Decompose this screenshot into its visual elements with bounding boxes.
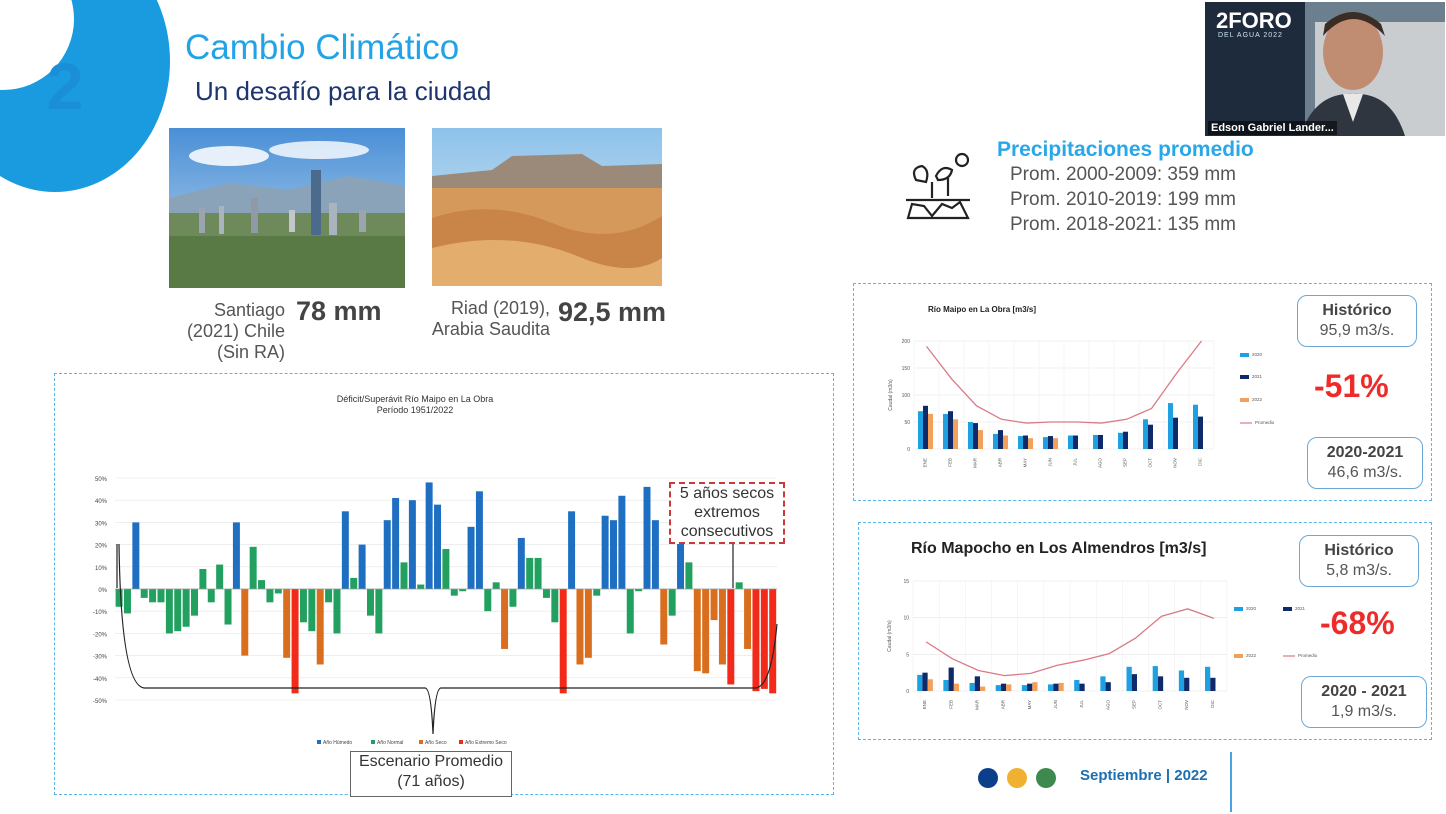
legend-label: 2022 [1246, 653, 1257, 658]
deficit-bar [342, 511, 349, 589]
y-tick-label: 40% [94, 499, 107, 506]
flow-bar [1158, 676, 1163, 691]
chart-subtitle: Período 1951/2022 [376, 405, 454, 415]
x-tick-label: ENE [922, 700, 928, 710]
riad-caption-line: Riad (2019), [450, 298, 550, 318]
deficit-bar [509, 589, 516, 607]
x-tick-label: MAR [974, 700, 980, 710]
flow-bar [968, 422, 973, 449]
santiago-value: 78 mm [296, 296, 382, 326]
y-tick-label: 150 [901, 366, 910, 372]
mapocho-change: -68% [1320, 605, 1395, 641]
callout-line: 5 años secos [679, 485, 775, 502]
slide-title: Cambio Climático [185, 28, 460, 67]
mapocho-historico-value: 5,8 m3/s. [1326, 562, 1392, 579]
legend-swatch [1234, 654, 1243, 658]
deficit-bar [191, 589, 198, 616]
deficit-bar [216, 565, 223, 589]
flow-bar [1001, 684, 1006, 691]
maipo-recent-label: 2020-2021 [1326, 444, 1404, 461]
deficit-bar [350, 578, 357, 589]
legend-label: Promedio [1255, 420, 1275, 425]
riad-value: 92,5 mm [558, 297, 667, 327]
deficit-bar [241, 589, 248, 656]
deficit-bar [560, 589, 567, 693]
deficit-bar [275, 589, 282, 593]
deficit-bar [627, 589, 634, 633]
deficit-bar [744, 589, 751, 649]
flow-bar [1068, 436, 1073, 450]
flow-bar [1143, 419, 1148, 449]
legend-label: Año Húmedo [323, 740, 353, 746]
maipo-recent-value: 46,6 m3/s. [1327, 464, 1403, 481]
deficit-bar [694, 589, 701, 671]
legend-swatch [371, 740, 375, 744]
deficit-bar [434, 505, 441, 589]
x-tick-label: ABR [997, 458, 1003, 468]
deficit-bar [618, 496, 625, 589]
deficit-bar [711, 589, 718, 620]
flow-bar [1100, 676, 1105, 691]
deficit-bar [174, 589, 181, 631]
deficit-bar [501, 589, 508, 649]
legend-swatch [1240, 398, 1249, 402]
santiago-caption-line: Santiago [213, 300, 285, 320]
flow-bar [1022, 685, 1027, 691]
slide-number: 2 [46, 49, 84, 123]
deficit-bar [761, 589, 768, 689]
participant-name: Edson Gabriel Lander... [1208, 121, 1337, 135]
flow-bar [1003, 436, 1008, 450]
deficit-bar [124, 589, 131, 613]
x-tick-label: OCT [1147, 458, 1153, 468]
mapocho-recent-box [1301, 676, 1427, 728]
scenario-line: (71 años) [397, 773, 465, 790]
deficit-bar [166, 589, 173, 633]
flow-bar [1058, 683, 1063, 691]
deficit-bar [585, 589, 592, 658]
deficit-bar [375, 589, 382, 633]
maipo-chart [854, 284, 1294, 500]
flow-bar [1205, 667, 1210, 691]
chart-title: Río Mapocho en Los Almendros [m3/s] [911, 540, 1207, 557]
flow-bar [1018, 436, 1023, 449]
y-tick-label: 10 [903, 615, 909, 622]
deficit-bar [417, 585, 424, 589]
legend-label: Año Normal [377, 740, 404, 746]
santiago-caption [170, 300, 285, 363]
flow-bar [1043, 437, 1048, 449]
deficit-bar [325, 589, 332, 602]
deficit-bar [518, 538, 525, 589]
deficit-bar [292, 589, 299, 693]
footer-divider [1230, 752, 1232, 812]
x-tick-label: NOV [1183, 700, 1189, 710]
x-tick-label: JUN [1052, 700, 1058, 709]
deficit-bar [266, 589, 273, 602]
deficit-bar [225, 589, 232, 625]
precip-line: Prom. 2018-2021: 135 mm [1010, 214, 1237, 235]
deficit-bar [660, 589, 667, 645]
x-tick-label: JUL [1079, 700, 1085, 709]
flow-bar [1098, 435, 1103, 449]
deficit-bar [468, 527, 475, 589]
deficit-bar [250, 547, 257, 589]
y-tick-label: -20% [92, 632, 107, 639]
y-tick-label: 15 [903, 579, 909, 585]
flow-bar [1198, 417, 1203, 449]
x-tick-label: NOV [1172, 458, 1178, 468]
deficit-bar [685, 562, 692, 589]
x-tick-label: SEP [1122, 458, 1128, 468]
mapocho-chart [859, 523, 1318, 739]
flow-bar [1053, 438, 1058, 449]
deficit-bar [208, 589, 215, 602]
legend-label: 2021 [1295, 606, 1306, 611]
x-tick-label: JUL [1072, 458, 1078, 467]
deficit-bar [551, 589, 558, 622]
precip-title: Precipitaciones promedio [997, 138, 1254, 161]
deficit-bar [702, 589, 709, 673]
scenario-line: Escenario Promedio [358, 753, 504, 770]
deficit-bar [199, 569, 206, 589]
flow-bar [1153, 666, 1158, 691]
flow-bar [1173, 418, 1178, 449]
y-axis-label: Caudal (m3/s) [887, 620, 893, 652]
flow-bar [1132, 674, 1137, 691]
legend-label: Año Seco [425, 740, 447, 746]
x-tick-label: ENE [922, 458, 928, 468]
x-tick-label: JUN [1047, 458, 1053, 467]
x-tick-label: MAY [1026, 700, 1032, 710]
callout-dry-years [669, 482, 785, 544]
santiago-caption-line: (2021) Chile [186, 321, 285, 341]
y-tick-label: -30% [92, 654, 107, 661]
deficit-bar [526, 558, 533, 589]
deficit-bar [442, 549, 449, 589]
santiago-photo [169, 128, 405, 288]
precip-line: Prom. 2010-2019: 199 mm [1010, 189, 1237, 210]
flow-bar [1148, 425, 1153, 449]
flow-bar [1184, 678, 1189, 691]
deficit-panel [54, 373, 834, 795]
flow-bar [928, 414, 933, 449]
legend-swatch [459, 740, 463, 744]
deficit-bar [384, 520, 391, 589]
deficit-bar [484, 589, 491, 611]
legend-label: Año Extremo Seco [465, 740, 507, 746]
flow-bar [1093, 435, 1098, 449]
y-tick-label: 5 [906, 652, 909, 659]
flow-bar [1023, 436, 1028, 450]
flow-bar [948, 411, 953, 449]
deficit-bar [359, 545, 366, 589]
x-tick-label: FEB [948, 700, 954, 709]
x-tick-label: MAY [1022, 458, 1028, 468]
flow-bar [918, 411, 923, 449]
legend-swatch [419, 740, 423, 744]
flow-bar [917, 675, 922, 691]
deficit-bar [576, 589, 583, 664]
flow-bar [1179, 670, 1184, 691]
deficit-bar [157, 589, 164, 602]
flow-bar [1210, 678, 1215, 691]
x-tick-label: AGO [1097, 458, 1103, 469]
legend-label: 2020 [1252, 352, 1263, 357]
y-tick-label: 50% [94, 477, 107, 483]
deficit-bar [409, 500, 416, 589]
x-tick-label: SEP [1131, 700, 1137, 710]
flow-bar [1032, 682, 1037, 691]
x-tick-label: OCT [1157, 700, 1163, 710]
riad-caption [410, 298, 550, 340]
y-tick-label: 30% [94, 521, 107, 528]
legend-label: 2020 [1246, 606, 1257, 611]
maipo-change: -51% [1314, 368, 1389, 404]
flow-bar [1006, 684, 1011, 691]
footer-dot-green [1036, 768, 1056, 788]
flow-bar [1123, 432, 1128, 449]
y-tick-label: 200 [901, 339, 910, 345]
flow-bar [970, 683, 975, 691]
maipo-historico-value: 95,9 m3/s. [1319, 322, 1395, 339]
mapocho-historico-box [1299, 535, 1419, 587]
deficit-bar [610, 520, 617, 589]
deficit-bar [535, 558, 542, 589]
deficit-bar [258, 580, 265, 589]
deficit-bar [367, 589, 374, 616]
deficit-bar [426, 482, 433, 589]
y-tick-label: -50% [92, 699, 107, 705]
flow-bar [954, 684, 959, 691]
maipo-recent-box [1307, 437, 1423, 489]
flow-bar [1106, 682, 1111, 691]
slide-subtitle: Un desafío para la ciudad [195, 76, 492, 106]
y-tick-label: -10% [92, 610, 107, 617]
deficit-bar [317, 589, 324, 664]
y-tick-label: 50 [904, 420, 910, 426]
x-tick-label: ABR [1000, 700, 1006, 710]
deficit-bar [149, 589, 156, 602]
deficit-bar [602, 516, 609, 589]
flow-bar [1168, 403, 1173, 449]
deficit-bar [493, 582, 500, 589]
y-tick-label: 0 [906, 689, 909, 695]
scenario-box [350, 751, 512, 797]
riad-photo [432, 128, 662, 286]
deficit-bar [669, 589, 676, 616]
y-tick-label: 20% [94, 543, 107, 550]
footer-dot-yellow [1007, 768, 1027, 788]
deficit-bar [752, 589, 759, 691]
deficit-bar [233, 522, 240, 589]
flow-bar [1118, 433, 1123, 449]
flow-bar [1027, 684, 1032, 691]
y-tick-label: 0 [907, 447, 910, 453]
x-tick-label: DIC [1197, 458, 1203, 466]
santiago-caption-line: (Sin RA) [216, 342, 285, 362]
flow-bar [998, 430, 1003, 449]
flow-bar [928, 679, 933, 691]
foro-logo: 2FORO [1216, 8, 1292, 33]
flow-bar [922, 673, 927, 691]
flow-bar [980, 687, 985, 691]
plant-drought-icon [902, 150, 974, 227]
legend-swatch [1240, 353, 1249, 357]
deficit-bar [719, 589, 726, 664]
flow-bar [993, 434, 998, 449]
legend-swatch [1240, 375, 1249, 379]
flow-bar [1074, 680, 1079, 691]
flow-bar [953, 419, 958, 449]
callout-line: extremos [694, 504, 760, 521]
x-tick-label: MAR [972, 458, 978, 468]
foro-logo-sub: DEL AGUA 2022 [1218, 32, 1283, 39]
x-tick-label: FEB [947, 458, 953, 467]
footer-date: Septiembre | 2022 [1080, 767, 1208, 784]
flow-bar [975, 676, 980, 691]
deficit-bar [568, 511, 575, 589]
flow-bar [1079, 684, 1084, 691]
chart-title: Déficit/Superávit Río Maipo en La Obra [336, 394, 494, 404]
deficit-bar [308, 589, 315, 631]
chart-title: Río Maipo en La Obra [m3/s] [928, 305, 1037, 314]
deficit-bar [141, 589, 148, 598]
maipo-historico-box [1297, 295, 1417, 347]
flow-bar [949, 668, 954, 691]
y-tick-label: 0% [98, 588, 107, 594]
legend-label: 2021 [1252, 374, 1263, 379]
mapocho-recent-label: 2020 - 2021 [1321, 683, 1407, 700]
y-tick-label: 100 [901, 393, 910, 399]
mapocho-recent-value: 1,9 m3/s. [1331, 703, 1397, 720]
deficit-bar [593, 589, 600, 596]
flow-bar [923, 406, 928, 449]
deficit-bar [644, 487, 651, 589]
deficit-bar [543, 589, 550, 598]
legend-swatch [1283, 607, 1292, 611]
legend-label: Promedio [1298, 653, 1318, 658]
riad-caption-line: Arabia Saudita [431, 319, 550, 339]
callout-line: consecutivos [680, 523, 774, 540]
deficit-bar [736, 582, 743, 589]
y-axis-label: Caudal (m3/s) [888, 379, 894, 411]
flow-bar [1028, 438, 1033, 449]
flow-bar [1048, 436, 1053, 449]
deficit-bar [132, 522, 139, 589]
deficit-chart [55, 374, 833, 794]
deficit-bar [476, 491, 483, 589]
flow-bar [943, 680, 948, 691]
flow-bar [1127, 667, 1132, 691]
x-tick-label: DIC [1209, 700, 1215, 708]
deficit-bar [183, 589, 190, 627]
flow-bar [1048, 684, 1053, 691]
legend-swatch [1234, 607, 1243, 611]
footer-dot-navy [978, 768, 998, 788]
deficit-bar [401, 562, 408, 589]
deficit-bar [300, 589, 307, 622]
flow-bar [1073, 436, 1078, 450]
deficit-bar [451, 589, 458, 596]
deficit-bar [283, 589, 290, 658]
y-tick-label: -40% [92, 676, 107, 683]
flow-bar [943, 414, 948, 449]
x-tick-label: AGO [1105, 700, 1111, 711]
legend-label: 2022 [1252, 397, 1263, 402]
deficit-bar [727, 589, 734, 684]
maipo-historico-label: Histórico [1322, 302, 1392, 319]
deficit-bar [333, 589, 340, 633]
flow-bar [978, 430, 983, 449]
flow-bar [996, 685, 1001, 691]
mapocho-historico-label: Histórico [1324, 542, 1394, 559]
legend-swatch [317, 740, 321, 744]
deficit-bar [652, 520, 659, 589]
y-tick-label: 10% [94, 565, 107, 572]
deficit-bar [392, 498, 399, 589]
precip-line: Prom. 2000-2009: 359 mm [1010, 164, 1237, 185]
flow-bar [973, 423, 978, 449]
flow-bar [1193, 405, 1198, 449]
flow-bar [1053, 684, 1058, 691]
